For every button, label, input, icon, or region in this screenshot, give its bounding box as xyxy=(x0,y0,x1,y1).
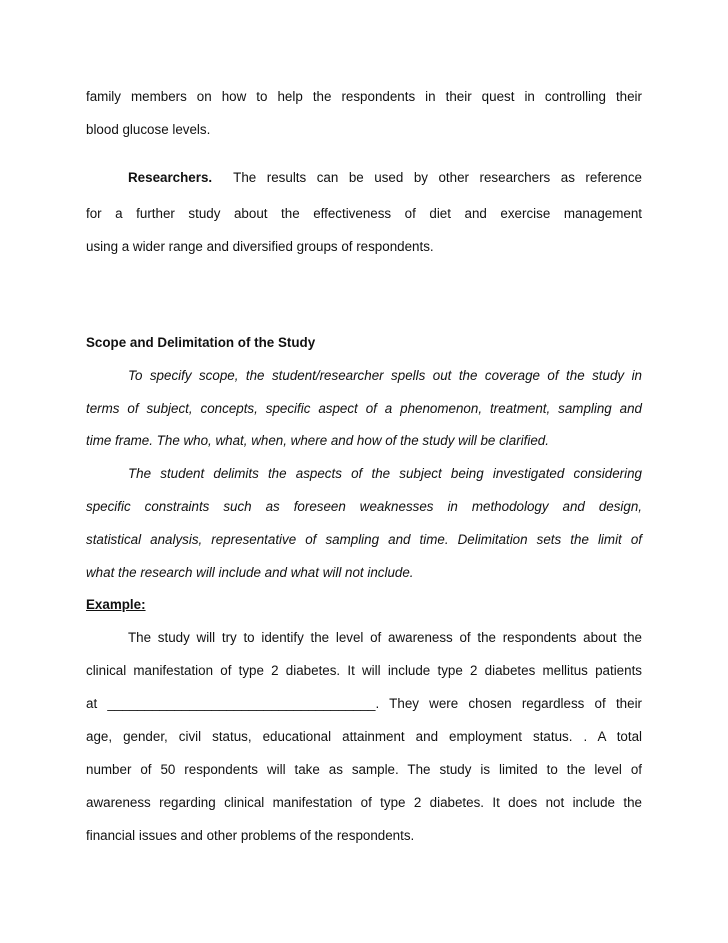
delimit-def-line-4: what the research will include and what will not include. xyxy=(86,565,414,580)
example-line-4: age, gender, civil status, educational attainment and employment status. . A total xyxy=(86,729,642,744)
example-line-3: at ____________________________________. They were chosen regardless of their xyxy=(86,696,642,711)
researchers-line-2: for a further study about the effectiveness of diet and exercise management xyxy=(86,206,642,221)
delimit-def-line-1: The student delimits the aspects of the subject being investigated considering xyxy=(128,466,642,481)
researchers-text: The results can be used by other researchers as reference xyxy=(233,170,642,185)
scope-def-line-1: To specify scope, the student/researcher spells out the coverage of the study in xyxy=(128,368,642,383)
researchers-heading: Researchers. xyxy=(128,170,213,185)
scope-def-line-2: terms of subject, concepts, specific aspect of a phenomenon, treatment, sampling and xyxy=(86,401,642,416)
scope-heading: Scope and Delimitation of the Study xyxy=(86,335,316,350)
family-line-1: family members on how to help the respondents in their quest in controlling their xyxy=(86,89,642,104)
example-label: Example: xyxy=(86,597,146,612)
researchers-line-3: using a wider range and diversified groups of respondents. xyxy=(86,239,434,254)
example-line-7: financial issues and other problems of the respondents. xyxy=(86,828,415,843)
delimit-def-line-3: statistical analysis, representative of sampling and time. Delimitation sets the limit of xyxy=(86,532,642,547)
example-line-2: clinical manifestation of type 2 diabetes. It will include type 2 diabetes mellitus patients xyxy=(86,663,642,678)
family-line-2: blood glucose levels. xyxy=(86,122,211,137)
scope-def-line-3: time frame. The who, what, when, where and how of the study will be clarified. xyxy=(86,433,549,448)
example-line-5: number of 50 respondents will take as sample. The study is limited to the level of xyxy=(86,762,642,777)
example-line-1: The study will try to identify the level of awareness of the respondents about the xyxy=(128,630,642,645)
example-line-6: awareness regarding clinical manifestation of type 2 diabetes. It does not include the xyxy=(86,795,642,810)
researchers-line-1 xyxy=(128,170,642,186)
delimit-def-line-2: specific constraints such as foreseen weaknesses in methodology and design, xyxy=(86,499,642,514)
